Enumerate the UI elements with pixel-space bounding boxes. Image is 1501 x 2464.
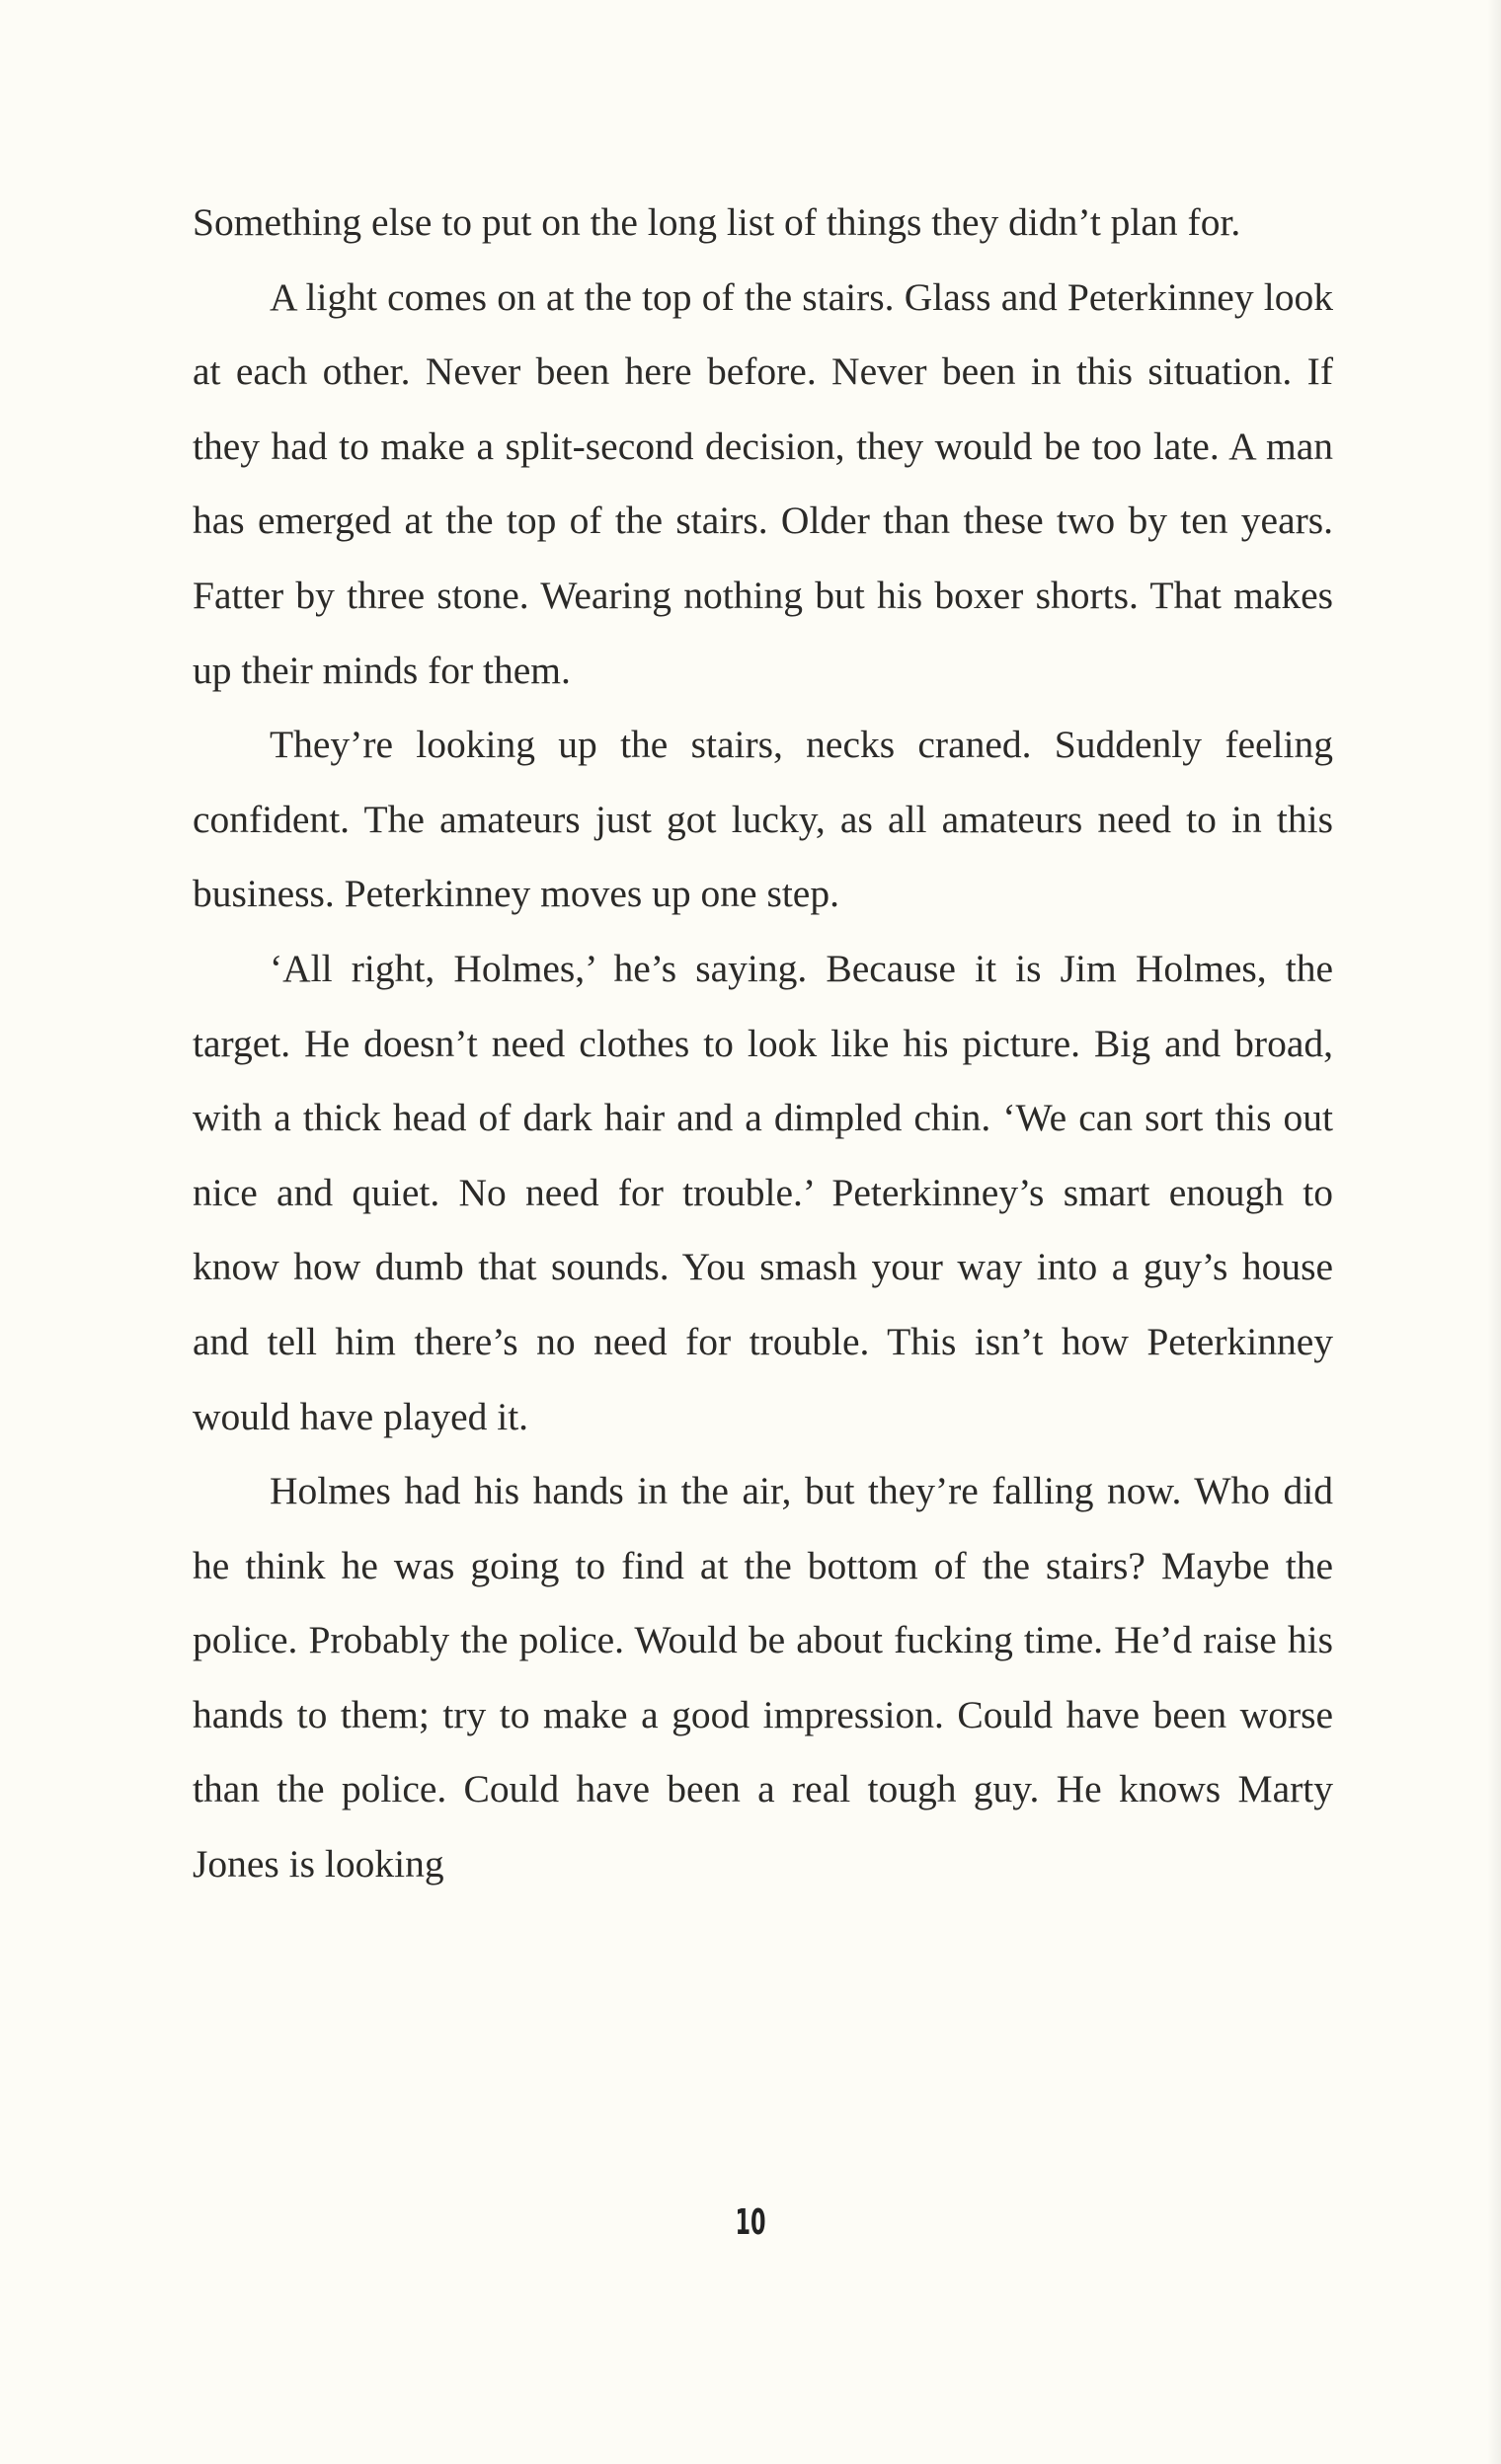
paragraph: Something else to put on the long list of things they didn’t plan for. xyxy=(193,200,1241,244)
paragraph: ‘All right, Holmes,’ he’s saying. Because it is Jim Holmes, the target. He doesn’t need clothes to look like his picture. Big and broad, with a thick head of dark hair and a dimpled chin. ‘We can sort this out nice and quiet. No need for trouble.’ Peterkinney’s smart enough to know how dumb that sounds. You smash your way into a guy’s house and tell him there’s no need for trouble. This isn’t how Peterkinney would have played it. xyxy=(193,946,1333,1438)
page-number: 10 xyxy=(735,2202,766,2243)
paragraph: Holmes had his hands in the air, but they’re falling now. Who did he think he was going to find at the bottom of the stairs? Maybe the police. Probably the police. Would be about fucking time. He’d raise his hands to them; try to make a good impression. Could have been worse than the police. Could have been a real tough guy. He knows Marty Jones is looking xyxy=(193,1469,1333,1886)
body-text xyxy=(193,186,1333,1902)
paragraph: A light comes on at the top of the stairs. Glass and Peterkinney look at each other. Never been here before. Never been in this situation. If they had to make a split-second decision, they would be too late. A man has emerged at the top of the stairs. Older than these two by ten years. Fatter by three stone. Wearing nothing but his boxer shorts. That makes up their minds for them. xyxy=(193,274,1333,692)
paragraph: They’re looking up the stairs, necks craned. Suddenly feeling confident. The amateurs just got lucky, as all amateurs need to in this business. Peterkinney moves up one step. xyxy=(193,723,1333,916)
page-edge-shadow xyxy=(1487,0,1501,2464)
